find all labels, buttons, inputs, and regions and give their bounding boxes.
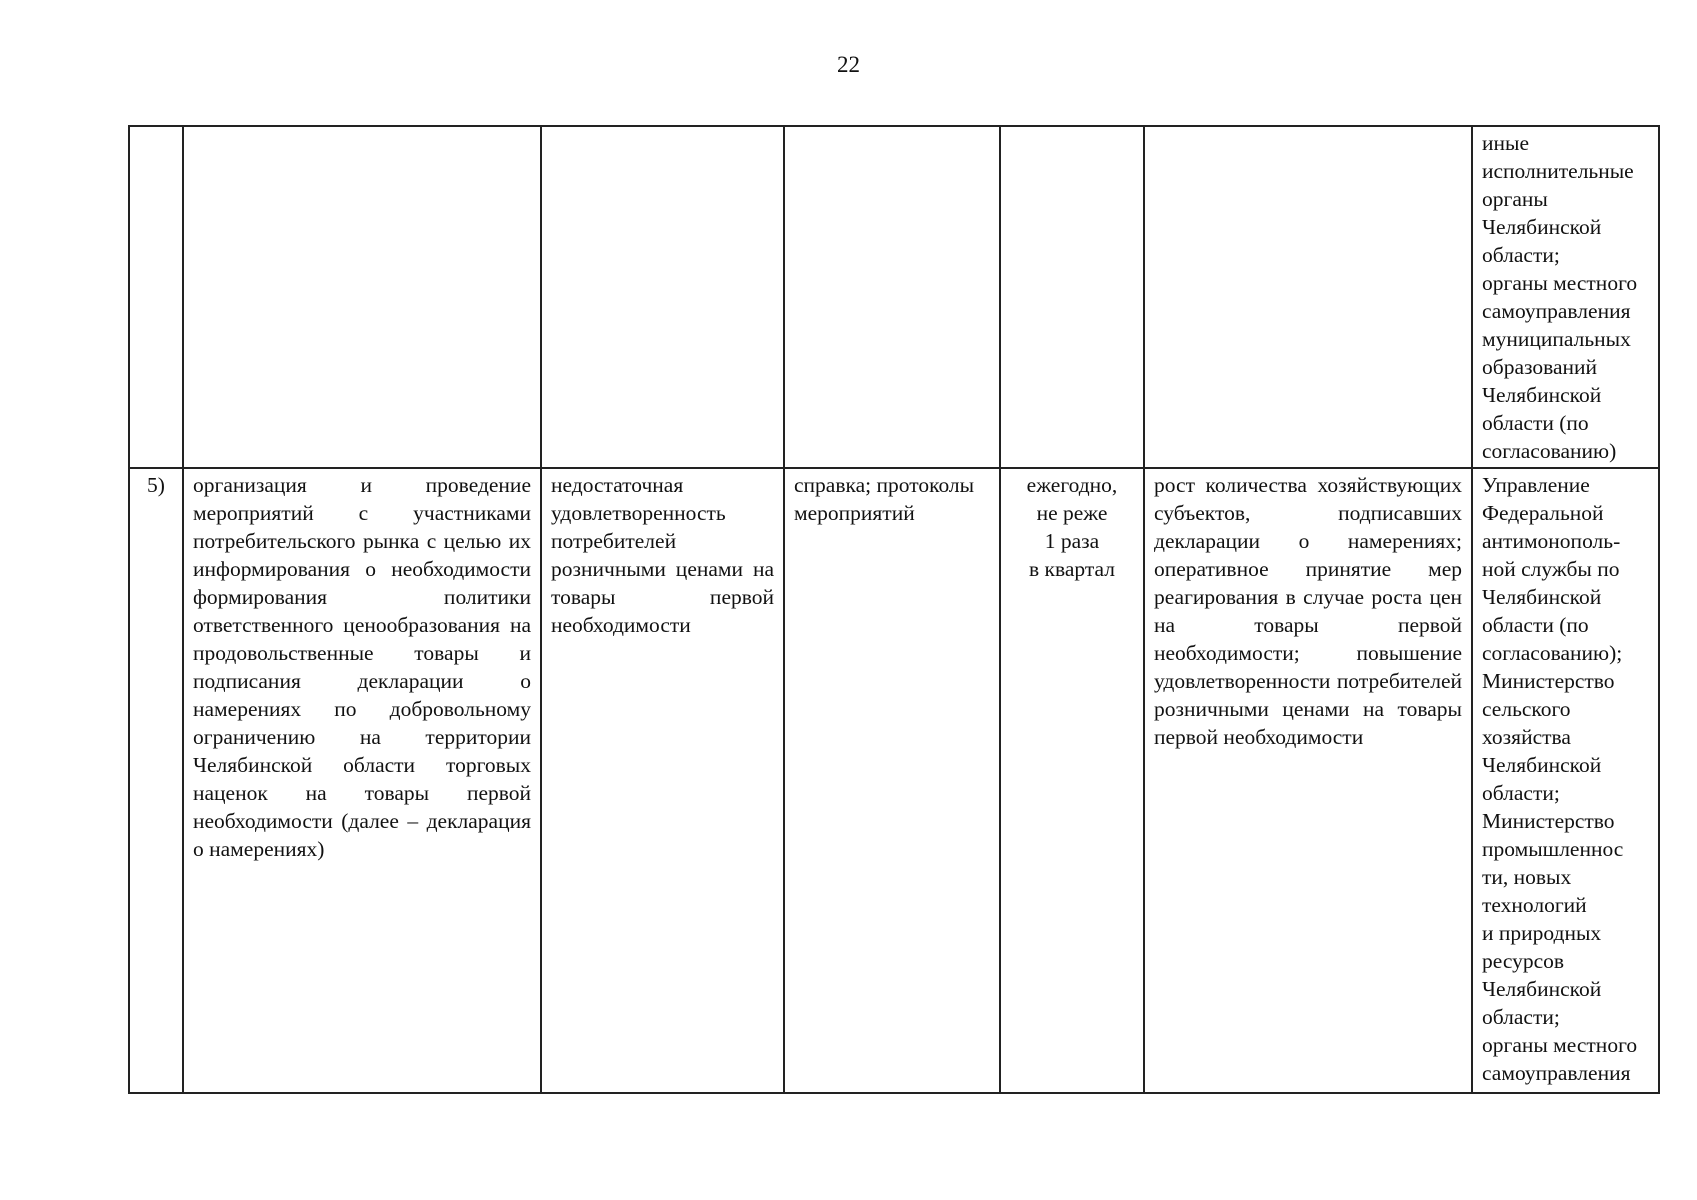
deadline-line: ежегодно, <box>1026 473 1118 497</box>
executor-line: согласованию); <box>1482 641 1623 665</box>
deadline-cell <box>1000 468 1144 1093</box>
executor-line: исполнительные <box>1482 159 1634 183</box>
deadline-line: 1 раза <box>1044 529 1100 553</box>
executor-line: и природных <box>1482 921 1602 945</box>
event-cell <box>183 126 541 468</box>
executor-line: промышленнос <box>1482 837 1624 861</box>
page-number: 22 <box>837 52 860 77</box>
executor-line: органы местного <box>1482 271 1638 295</box>
executor-line: области; <box>1482 1005 1560 1029</box>
executor-line: органы <box>1482 187 1548 211</box>
executor-line: Министерство <box>1482 669 1615 693</box>
executors-cell <box>1472 126 1659 468</box>
executor-line: области; <box>1482 781 1560 805</box>
reporting-cell: справка; протоколы мероприятий <box>784 468 1000 1093</box>
executor-line: ной службы по <box>1482 557 1620 581</box>
executor-line: Федеральной <box>1482 501 1604 525</box>
executor-line: самоуправления <box>1482 299 1631 323</box>
executor-line: Челябинской <box>1482 383 1602 407</box>
executors-cell <box>1472 468 1659 1093</box>
problem-cell <box>541 126 784 468</box>
executor-line: муниципальных <box>1482 327 1631 351</box>
executor-line: технологий <box>1482 893 1587 917</box>
executor-line: органы местного <box>1482 1033 1638 1057</box>
executor-line: ти, новых <box>1482 865 1572 889</box>
executor-line: Челябинской <box>1482 977 1602 1001</box>
executor-line: Управление <box>1482 473 1590 497</box>
executor-line: области (по <box>1482 411 1589 435</box>
deadline-line: в квартал <box>1029 557 1115 581</box>
executor-line: хозяйства <box>1482 725 1571 749</box>
executor-line: области (по <box>1482 613 1589 637</box>
executor-line: согласованию) <box>1482 439 1617 463</box>
executor-line: Челябинской <box>1482 585 1602 609</box>
event-cell: организация и проведение мероприятий с участниками потребительского рынка с целью их информирования о необходимости формирования политики ответственного ценообразования на продовольственные товары и подписания декларации о намерениях по добровольному ограничению на территории Челябинской области торговых наценок на товары первой необходимости (далее – декларация о намерениях) <box>183 468 541 1093</box>
reporting-cell <box>784 126 1000 468</box>
row-number-cell <box>129 126 183 468</box>
executor-line: Челябинской <box>1482 753 1602 777</box>
deadline-line: не реже <box>1036 501 1108 525</box>
executor-line: иные <box>1482 131 1529 155</box>
result-cell <box>1144 126 1472 468</box>
problem-cell: недостаточная удовлетворенность потребителей розничными ценами на товары первой необходимости <box>541 468 784 1093</box>
table-row <box>129 126 1659 468</box>
executor-line: Челябинской <box>1482 215 1602 239</box>
table-row <box>129 468 1659 1093</box>
executor-line: антимонополь- <box>1482 529 1621 553</box>
result-cell: рост количества хозяйствующих субъектов, подписавших декларации о намерениях; оперативное принятие мер реагирования в случае роста цен на товары первой необходимости; повышение удовлетворенности потребителей розничными ценами на товары первой необходимости <box>1144 468 1472 1093</box>
executor-line: самоуправления <box>1482 1061 1631 1085</box>
row-number-cell: 5) <box>129 468 183 1093</box>
executor-line: сельского <box>1482 697 1571 721</box>
executor-line: области; <box>1482 243 1560 267</box>
executor-line: ресурсов <box>1482 949 1565 973</box>
measures-table <box>128 125 1660 1094</box>
executor-line: образований <box>1482 355 1598 379</box>
deadline-cell <box>1000 126 1144 468</box>
executor-line: Министерство <box>1482 809 1615 833</box>
